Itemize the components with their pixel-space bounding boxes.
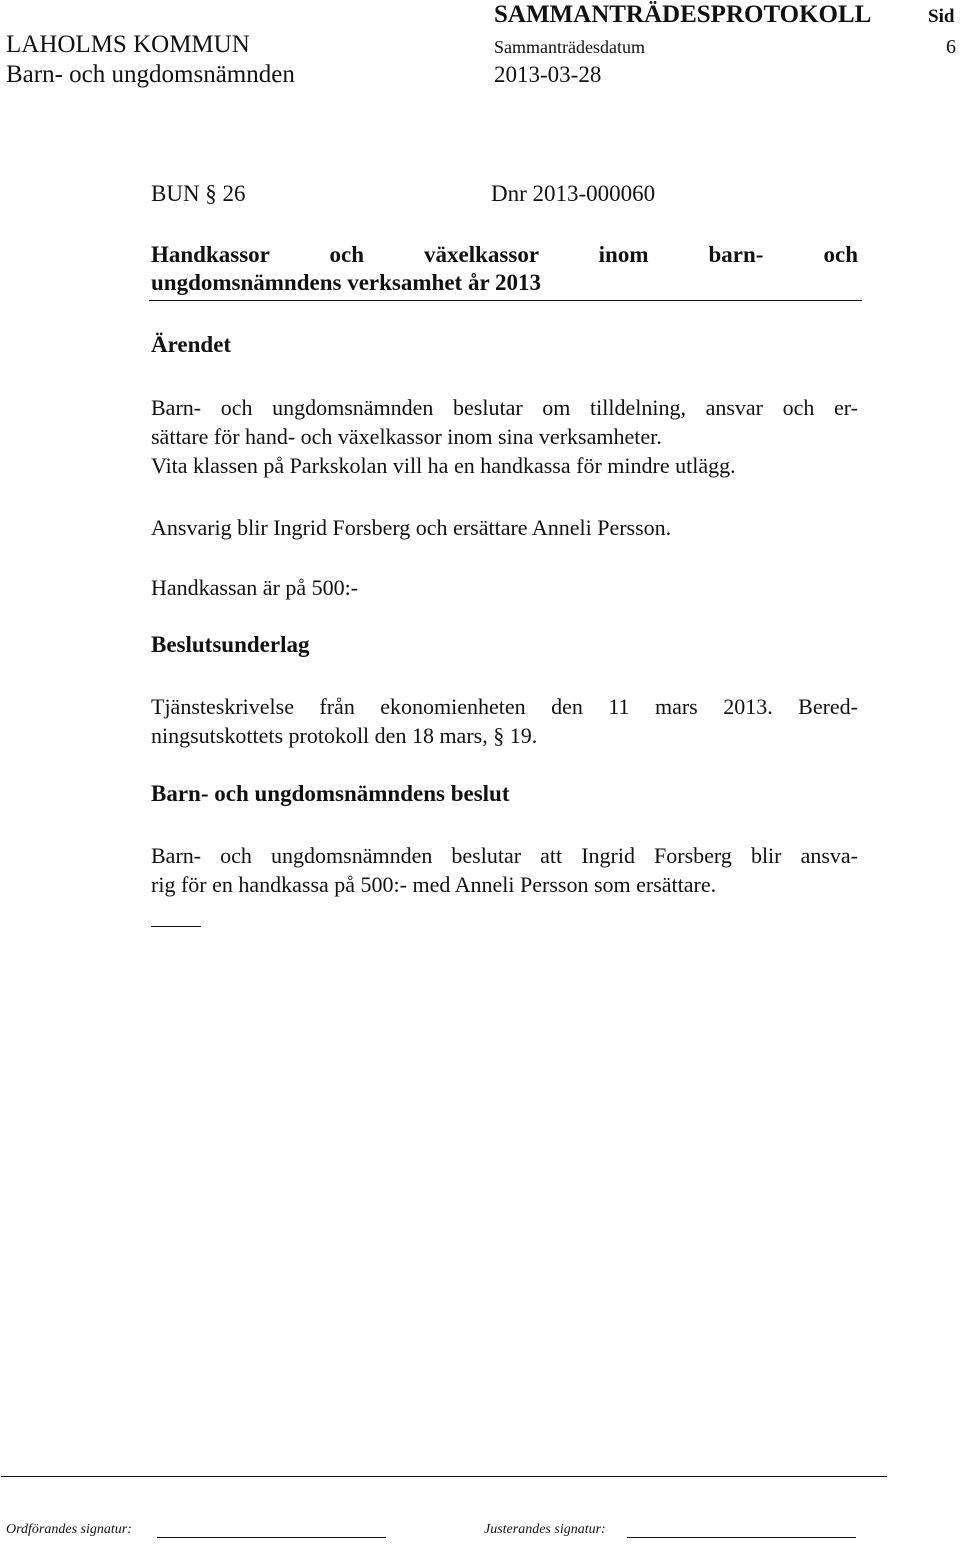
municipality-name: LAHOLMS KOMMUN	[6, 31, 250, 58]
underlag-line-2: ningsutskottets protokoll den 18 mars, § 19.	[151, 723, 538, 748]
title-underline	[149, 300, 862, 301]
section-heading-beslutsunderlag: Beslutsunderlag	[151, 632, 310, 657]
page-number: 6	[946, 36, 956, 58]
case-title-line-2: ungdomsnämndens verksamhet år 2013	[151, 270, 541, 295]
chair-signature-line	[157, 1537, 386, 1538]
chair-signature-label: Ordförandes signatur:	[6, 1522, 132, 1537]
arendet-line-2: sättare för hand- och växelkassor inom sina verksamheter.	[151, 424, 662, 449]
case-title-line-1: Handkassor och växelkassor inom barn- och	[151, 242, 858, 267]
section-heading-arendet: Ärendet	[151, 332, 232, 357]
arendet-line-1: Barn- och ungdomsnämnden beslutar om tilldelning, ansvar och er-	[151, 395, 858, 420]
arendet-line-3: Vita klassen på Parkskolan vill ha en handkassa för mindre utlägg.	[151, 453, 736, 478]
committee-name: Barn- och ungdomsnämnden	[6, 61, 295, 88]
adjuster-signature-label: Justerandes signatur:	[484, 1522, 606, 1537]
footer-rule	[1, 1476, 887, 1477]
beslut-line-1: Barn- och ungdomsnämnden beslutar att Ingrid Forsberg blir ansva-	[151, 843, 858, 868]
section-heading-beslut: Barn- och ungdomsnämndens beslut	[151, 781, 510, 806]
case-number: Dnr 2013-000060	[491, 181, 656, 206]
adjuster-signature-line	[627, 1537, 856, 1538]
section-number: BUN § 26	[151, 181, 246, 206]
meeting-date: 2013-03-28	[494, 62, 602, 87]
arendet-paragraph-3: Handkassan är på 500:-	[151, 575, 359, 600]
underlag-line-1: Tjänsteskrivelse från ekonomienheten den 11 mars 2013. Bered-	[151, 694, 858, 719]
arendet-paragraph-2: Ansvarig blir Ingrid Forsberg och ersättare Anneli Persson.	[151, 515, 672, 540]
meeting-date-label: Sammanträdesdatum	[494, 37, 645, 57]
beslut-line-2: rig för en handkassa på 500:- med Anneli Persson som ersättare.	[151, 872, 717, 897]
document-type: SAMMANTRÄDESPROTOKOLL	[494, 1, 872, 28]
end-of-section-rule	[151, 926, 201, 927]
page-label: Sid	[928, 6, 955, 27]
